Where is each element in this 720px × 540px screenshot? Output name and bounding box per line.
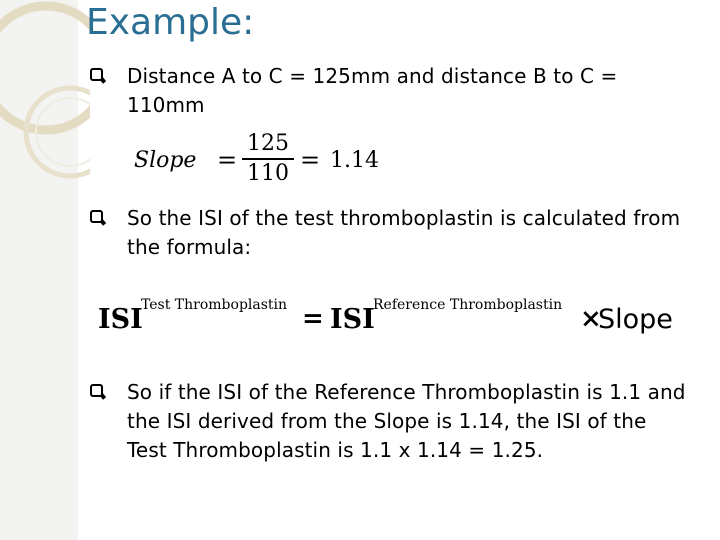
isi-symbol: ISI [330,304,375,335]
isi-superscript-test: Test Thromboplastin [141,297,288,313]
fraction-bar [242,158,294,160]
equals-sign: = [300,146,321,174]
checkbox-bullet-icon [90,384,103,397]
bullet-3 [90,378,690,465]
numerator: 125 [247,131,289,156]
bullet-text: Distance A to C = 125mm and distance B to C = 110mm [127,64,618,117]
bullet-2 [90,204,690,262]
decorative-rings [0,0,90,220]
checkbox-bullet-icon [90,68,103,81]
fraction [242,132,294,186]
bullet-1 [90,62,690,120]
denominator: 110 [247,161,289,186]
slope-label: Slope [134,148,197,173]
bullet-text: So the ISI of the test thromboplastin is calculated from the formula: [127,206,681,259]
isi-superscript-reference: Reference Thromboplastin [373,297,563,313]
checkbox-bullet-icon [90,210,103,223]
times-sign: × [580,304,602,334]
slide-title: Example: [86,2,255,43]
slope-result: 1.14 [330,148,379,173]
equals-sign: = [302,304,324,334]
slope-word: Slope [598,304,673,335]
isi-formula [98,292,688,336]
bullet-text: So if the ISI of the Reference Thromboplastin is 1.1 and the ISI derived from the Slope is 1.14, the ISI of the Test Thromboplastin is 1.1 x 1.14 = 1.25. [127,380,686,462]
isi-symbol: ISI [98,304,143,335]
equals-sign: = [217,146,238,174]
